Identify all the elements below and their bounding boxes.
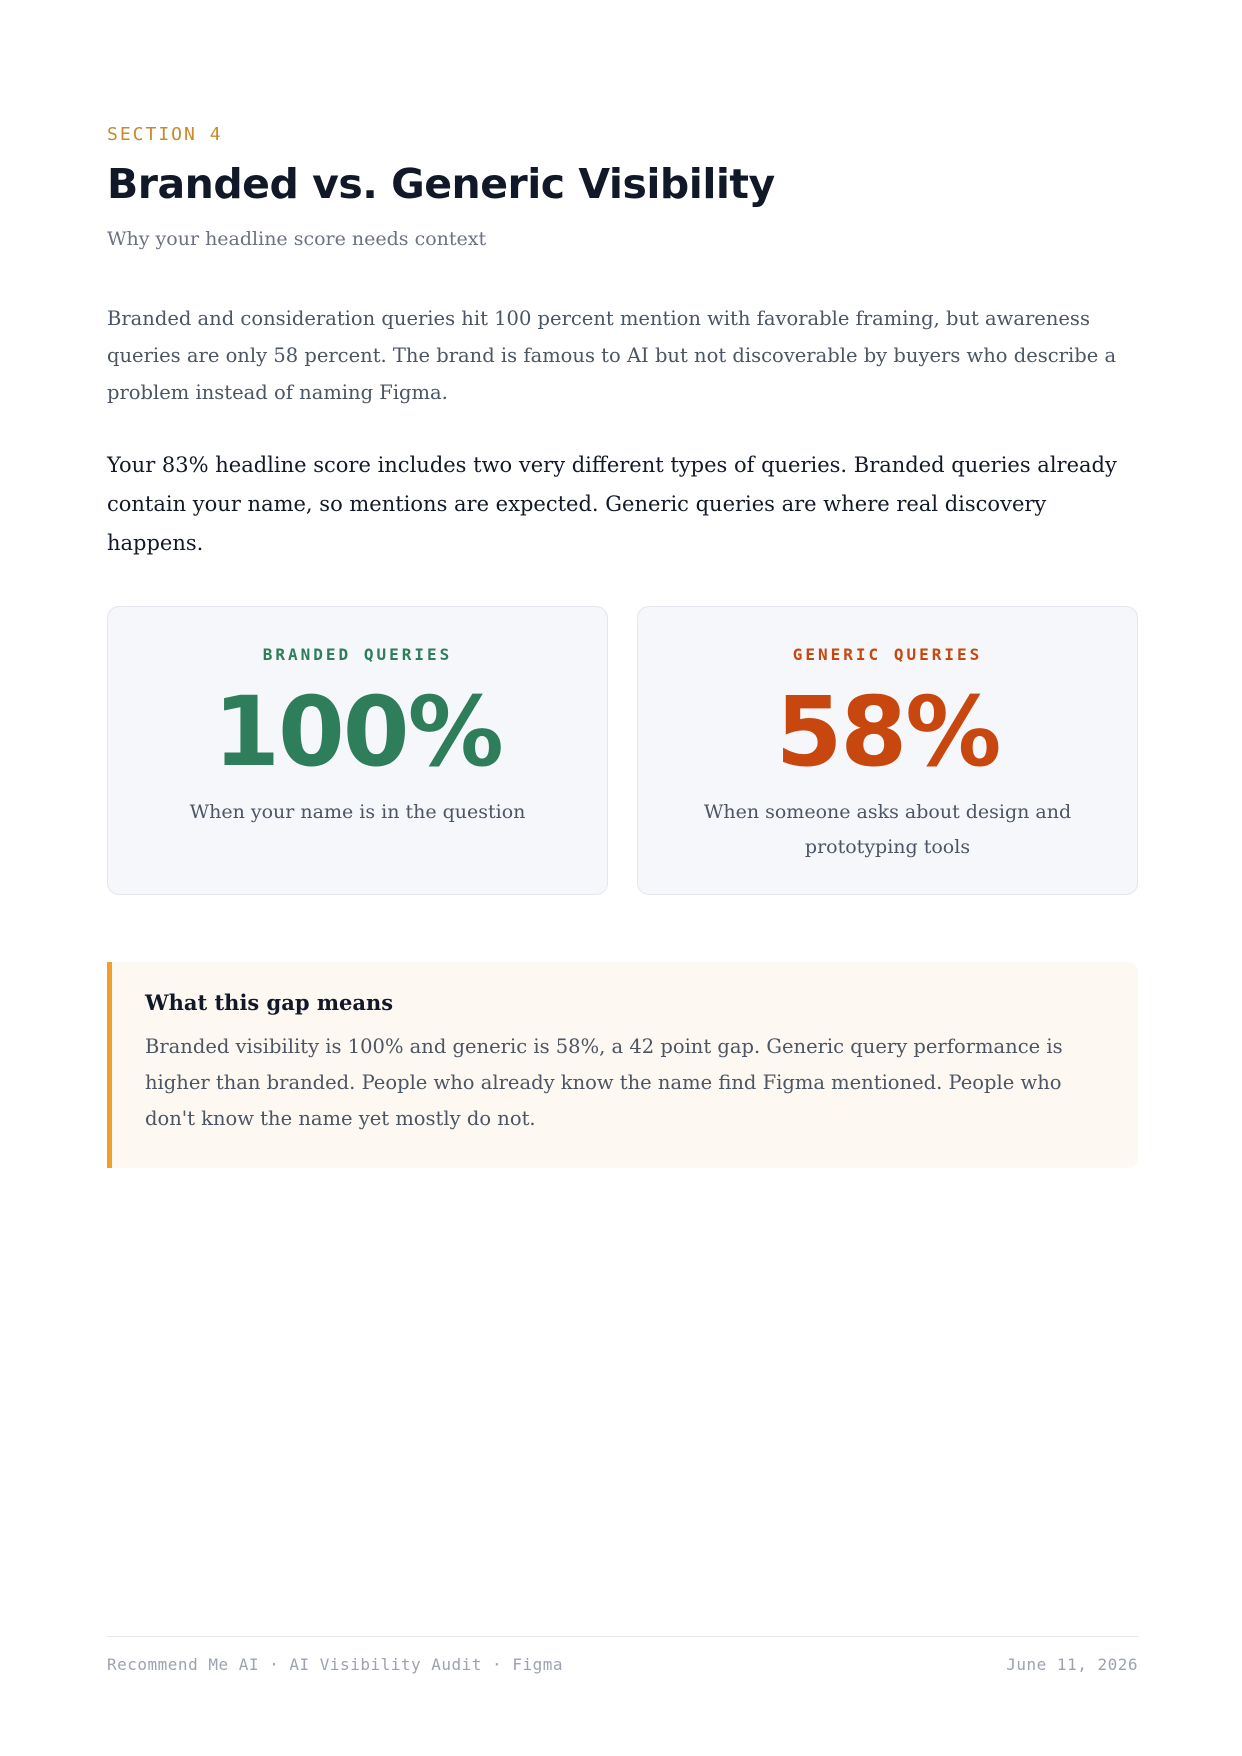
footer-date: June 11, 2026 (1006, 1655, 1138, 1674)
branded-queries-label: BRANDED QUERIES (262, 645, 453, 664)
generic-queries-value: 58% (775, 676, 1000, 788)
gap-callout (107, 962, 1138, 1168)
footer-source: Recommend Me AI · AI Visibility Audit · Figma (107, 1655, 563, 1674)
footer-divider (107, 1636, 1138, 1637)
report-page (107, 0, 1138, 1756)
callout-title: What this gap means (145, 990, 394, 1015)
page-subtitle: Why your headline score needs context (107, 228, 487, 250)
intro-paragraph: Branded and consideration queries hit 100 percent mention with favorable framing, but awareness queries are only 58 percent. The brand is famous to AI but not discoverable by buyers who describe a problem instead of naming Figma. (107, 307, 1117, 404)
generic-queries-card (637, 606, 1138, 895)
page-title: Branded vs. Generic Visibility (107, 160, 775, 208)
generic-queries-description: When someone asks about design and prototyping tools (703, 801, 1072, 858)
section-eyebrow: SECTION 4 (107, 124, 223, 145)
branded-queries-card (107, 606, 608, 895)
branded-queries-description: When your name is in the question (189, 801, 526, 823)
branded-queries-value: 100% (213, 676, 502, 788)
generic-queries-label: GENERIC QUERIES (792, 645, 983, 664)
callout-body: Branded visibility is 100% and generic is 58%, a 42 point gap. Generic query performance is higher than branded. People who already know the name find Figma mentioned. People who don't know the name yet mostly do not. (145, 1035, 1063, 1130)
lead-paragraph: Your 83% headline score includes two very different types of queries. Branded queries already contain your name, so mentions are expected. Generic queries are where real discovery happens. (107, 453, 1117, 555)
